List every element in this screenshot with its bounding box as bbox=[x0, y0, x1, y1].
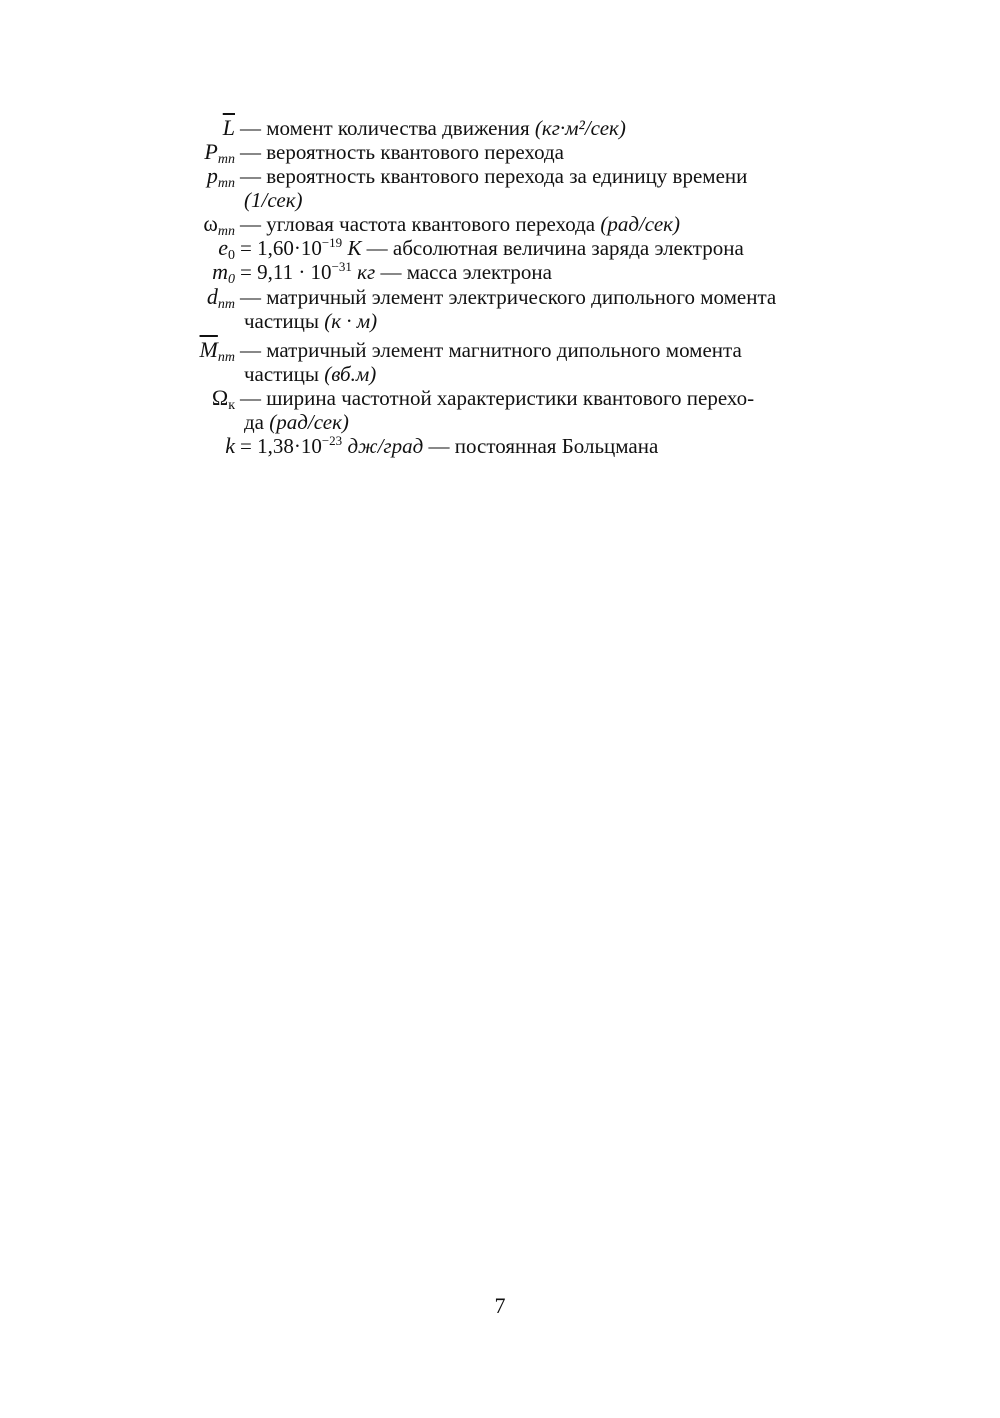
definition: = $9,11 \cdot 10^{-31}$ кг — масса электрона bbox=[240, 259, 552, 284]
definition: — матричный элемент электрического дипольного момента bbox=[240, 285, 777, 309]
definition: — угловая частота квантового перехода (рад/сек) bbox=[240, 212, 680, 236]
definition: — ширина частотной характеристики квантового перехо- bbox=[240, 386, 755, 410]
symbol: $p_{mn}$ bbox=[206, 163, 235, 191]
symbol: k bbox=[225, 433, 235, 458]
definition: — момент количества движения (кг·м²/сек) bbox=[240, 116, 626, 140]
symbol: $\overline{L}$ bbox=[222, 115, 235, 140]
symbol: $\Omega_к$ bbox=[211, 385, 235, 413]
page-number: 7 bbox=[494, 1293, 506, 1318]
symbol: $e_0$ bbox=[218, 235, 235, 263]
symbol: $\overline{M}_{nm}$ bbox=[199, 337, 235, 365]
definition-continuation: (1/сек) bbox=[244, 188, 303, 212]
symbol: $d_{nm}$ bbox=[206, 284, 235, 312]
definition-continuation: да (рад/сек) bbox=[244, 410, 349, 434]
definition: — матричный элемент магнитного дипольного момента bbox=[240, 338, 742, 362]
definition-continuation: частицы (к · м) bbox=[244, 309, 378, 333]
definition-continuation: частицы (вб.м) bbox=[244, 362, 377, 386]
definition: — вероятность квантового перехода за единицу времени bbox=[240, 164, 748, 188]
definition: = $1,38\cdot 10^{-23}$ дж/град — постоянная Больцмана bbox=[240, 433, 659, 458]
symbol: $m_0$ bbox=[212, 259, 235, 287]
symbol: $\omega_{mn}$ bbox=[203, 211, 235, 239]
definition: = $1,60\cdot 10^{-19}$ К — абсолютная величина заряда электрона bbox=[240, 235, 744, 260]
definition: — вероятность квантового перехода bbox=[240, 140, 565, 164]
symbol: $P_{mn}$ bbox=[204, 139, 235, 167]
